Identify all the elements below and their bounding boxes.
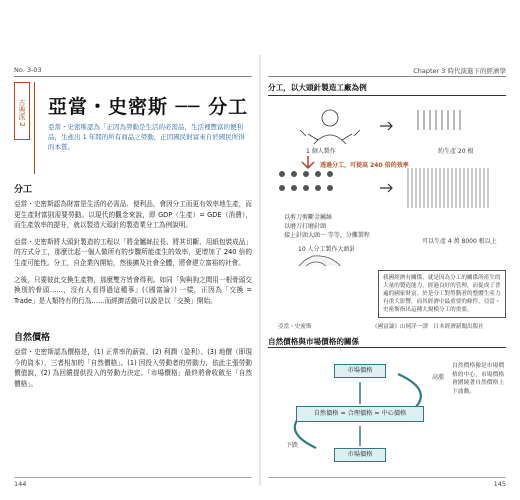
book-gutter bbox=[259, 55, 261, 485]
step-cut-wire: 以剪刀剪斷金屬絲 bbox=[284, 214, 333, 221]
step-attach-head: 接上針頭大頭一 等等，分攤製程 bbox=[284, 232, 370, 239]
quote-callout: 我國經濟有關係，就是因為分工的關係所產生的大量的製造能力，經過良好的管理，而促成了普遍的國家財富。於是分工對勞動者的整體生產力有重大影響，而其經濟中最重要的條件。亞當・史密斯指出這種大規模分工的重要。 bbox=[378, 270, 506, 318]
single-worker-icon bbox=[300, 110, 360, 144]
paragraph: 亞當・史密斯將大頭針製造的工程以「將金屬絲拉長、將其切斷、用紙包裝成品」的方式分工，那麼比起一個人做所有的步驟所能產生的效率，更增加了 240 倍的生產可能性。分工，自企業內開始，然後擴及社會全體，將會建立富裕的社會。 bbox=[14, 237, 252, 267]
left-header-rule bbox=[14, 76, 252, 77]
ten-workers-icon bbox=[279, 171, 333, 191]
right-header-rule bbox=[268, 76, 506, 77]
many-pins-icon bbox=[408, 168, 488, 208]
division-of-labor-section bbox=[14, 182, 252, 306]
natural-price-box: 自然價格 = 合理價格 = 中心價格 bbox=[296, 406, 424, 422]
right-arrow-icon bbox=[380, 122, 392, 130]
adam-smith-portrait bbox=[288, 256, 349, 266]
section-heading-natural-price: 自然價格 bbox=[14, 333, 51, 343]
right-running-header: Chapter 3 時代演進下的經濟學 bbox=[413, 67, 506, 75]
price-side-note: 自然價格像是市場價格的中心，市場價格會圍繞著自然價格上下波動。 bbox=[452, 363, 505, 395]
paragraph: 之後，只要彼此交換生產物，那麼雙方皆會得利。如同「狗與狗之間用一根骨頭交換別的骨頭……，沒有人看得過這種事」(《國富論》) 一樣，正因為「交換 = Trade」是人類特有的行為……而經濟活動可以說是以「交換」開始。 bbox=[14, 275, 252, 305]
page-title: 亞當・史密斯 ── 分工 bbox=[48, 96, 249, 118]
market-price-top-box: 市場價格 bbox=[334, 364, 386, 378]
left-page-number: 144 bbox=[14, 480, 27, 488]
quote-source: 《國富論》山岡洋一譯 日本經濟新聞出版社 bbox=[372, 324, 484, 330]
title-vertical-rule bbox=[34, 82, 35, 174]
summary-text: 亞當・史密斯認為「正因為勞動是生活的必需品，生活裡豐富的便利品，生產出 1 年間的所有商品之勞動，正因國民財富來自於國民所得的本質。 bbox=[48, 123, 245, 151]
natural-price-section bbox=[14, 330, 252, 389]
right-page-number: 145 bbox=[493, 480, 506, 488]
few-pins-icon bbox=[418, 110, 460, 130]
section-heading-division: 分工 bbox=[14, 185, 33, 195]
approx-20-label: 約生產 20 根 bbox=[438, 148, 474, 155]
title-block bbox=[14, 82, 252, 126]
one-person-label: 1 個人製作 bbox=[306, 148, 336, 155]
figure-title-pin-factory: 分工，以大頭針製造工廠為例 bbox=[268, 83, 367, 92]
figure-rule bbox=[268, 347, 506, 348]
right-footer-rule bbox=[268, 477, 506, 478]
figure-title-price-relation: 自然價格與市場價格的關係 bbox=[268, 337, 360, 346]
division-efficiency-label: 透過分工，可提高 240 倍的效率 bbox=[320, 162, 409, 169]
school-label: 古典派 2 bbox=[14, 82, 30, 140]
paragraph: 亞當・史密斯認為價格是，(1) 正常率的薪資、(2) 利潤（盈利）、(3) 地價（即現今的資本），三者相加的「自然價格」。(1) 因投入勞動者的勞動力，依此主張勞動價值說，(2) 為回饋提供投入的勞動力決定。「市場價格」最終將會收斂至「自然價格」。 bbox=[14, 348, 252, 388]
portrait-caption: 亞當・史密斯 bbox=[278, 324, 312, 330]
daily-output-label: 可以生產 4 萬 8000 根以上 bbox=[422, 238, 497, 245]
paragraph: 亞當・史密斯認為財富是生活的必需品、便利品，會因分工而更有效率地生產，而更生產財富則需要勞動。以現代的觀念來說，即 GDP（生產）= GDE（消費），而生產效率的提升，就以製造大頭針的製造業分工為例說明。 bbox=[14, 200, 252, 230]
left-footer-rule bbox=[14, 477, 252, 478]
ten-people-label: 10 人分工製作大頭針 bbox=[298, 246, 356, 253]
down-arrow-icon bbox=[302, 156, 314, 168]
fall-label: 下跌 bbox=[286, 442, 299, 449]
right-arrow-icon bbox=[380, 184, 392, 192]
market-price-bottom-box: 市場價格 bbox=[334, 448, 386, 462]
right-page bbox=[268, 82, 506, 96]
rise-label: 高漲 bbox=[432, 374, 445, 381]
step-grind-tip: 以磨刀打磨針頭 bbox=[284, 223, 327, 230]
left-running-header: No. 3-03 bbox=[14, 66, 42, 74]
left-page bbox=[14, 82, 252, 388]
